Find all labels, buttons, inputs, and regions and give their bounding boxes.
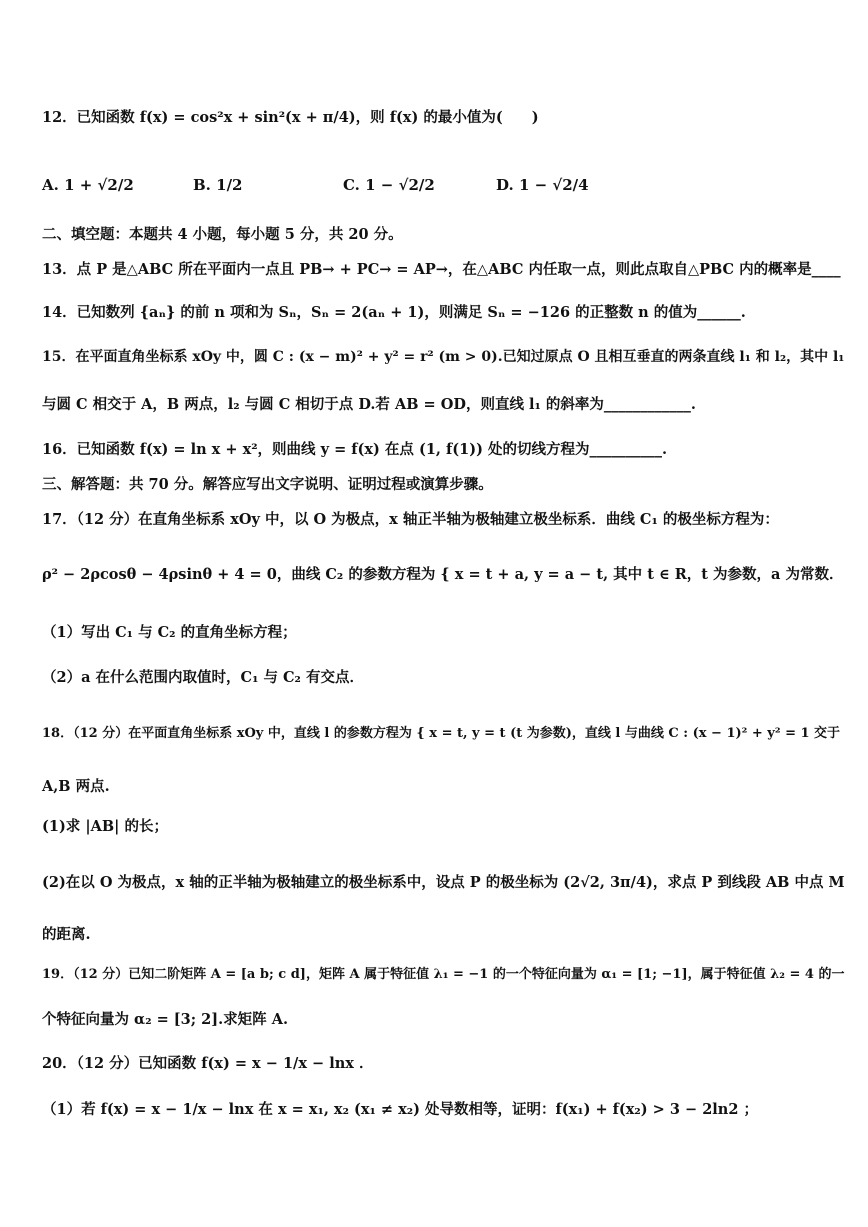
q12-option-b	[193, 176, 243, 194]
option-letter: B.	[193, 176, 211, 194]
q20-part-1: （1）若 f(x) = x − 1/x − lnx 在 x = x₁, x₂ (x₁ ≠ x₂) 处导数相等，证明：f(x₁) + f(x₂) > 3 − 2ln2 ；	[42, 1101, 758, 1118]
q12-option-d	[496, 176, 589, 194]
option-letter: D.	[496, 176, 514, 194]
q12-option-a	[42, 176, 134, 194]
section-heading-fill-in: 二、填空题：本题共 4 小题，每小题 5 分，共 20 分。	[42, 226, 403, 243]
question-14: 14．已知数列 {aₙ} 的前 n 项和为 Sₙ，Sₙ = 2(aₙ + 1)，则满足 Sₙ = −126 的正整数 n 的值为______.	[42, 304, 746, 321]
q17-part-1: （1）写出 C₁ 与 C₂ 的直角坐标方程；	[42, 624, 297, 641]
q12-stem: 12．已知函数 f(x) = cos²x + sin²(x + π/4)，则 f(x) 的最小值为( )	[42, 109, 539, 126]
section-heading-solution: 三、解答题：共 70 分。解答应写出文字说明、证明过程或演算步骤。	[42, 476, 493, 493]
question-15-line-1: 15．在平面直角坐标系 xOy 中，圆 C : (x − m)² + y² = r² (m > 0).已知过原点 O 且相互垂直的两条直线 l₁ 和 l₂，其中 l₁	[42, 349, 845, 365]
option-value: 1 − √2/4	[518, 176, 589, 194]
q17-part-2: （2）a 在什么范围内取值时，C₁ 与 C₂ 有交点．	[42, 669, 364, 686]
q18-part-2-line-1: (2)在以 O 为极点，x 轴的正半轴为极轴建立的极坐标系中，设点 P 的极坐标为 (2√2, 3π/4)，求点 P 到线段 AB 中点 M	[42, 874, 845, 891]
q18-stem-line-2: A,B 两点.	[42, 778, 110, 795]
q19-stem-line-1: 19．（12 分）已知二阶矩阵 A = [a b; c d]，矩阵 A 属于特征值 λ₁ = −1 的一个特征向量为 α₁ = [1; −1]，属于特征值 λ₂ = 4 的一	[42, 967, 845, 982]
q19-stem-line-2: 个特征向量为 α₂ = [3; 2].求矩阵 A.	[42, 1011, 288, 1028]
option-value: 1 − √2/2	[365, 176, 435, 194]
question-15-line-2: 与圆 C 相交于 A，B 两点，l₂ 与圆 C 相切于点 D.若 AB = OD，则直线 l₁ 的斜率为____________.	[42, 396, 696, 413]
question-16: 16．已知函数 f(x) = ln x + x²，则曲线 y = f(x) 在点 (1, f(1)) 处的切线方程为__________.	[42, 441, 668, 458]
option-value: 1 + √2/2	[64, 176, 134, 194]
option-letter: A.	[42, 176, 59, 194]
option-letter: C.	[343, 176, 360, 194]
q12-option-c	[343, 176, 435, 194]
q18-stem-line-1: 18．（12 分）在平面直角坐标系 xOy 中，直线 l 的参数方程为 { x = t, y = t (t 为参数)，直线 l 与曲线 C : (x − 1)² + y² = 1 交于	[42, 726, 841, 741]
q17-stem-line-1: 17．（12 分）在直角坐标系 xOy 中，以 O 为极点，x 轴正半轴为极轴建立极坐标系．曲线 C₁ 的极坐标方程为：	[42, 511, 779, 528]
q20-stem: 20．（12 分）已知函数 f(x) = x − 1/x − lnx ．	[42, 1055, 374, 1072]
option-value: 1/2	[216, 176, 243, 194]
question-13: 13．点 P 是△ABC 所在平面内一点且 PB→ + PC→ = AP→，在△ABC 内任取一点，则此点取自△PBC 内的概率是____	[42, 261, 841, 278]
q18-part-1: (1)求 |AB| 的长；	[42, 818, 168, 835]
q17-stem-line-2: ρ² − 2ρcosθ − 4ρsinθ + 4 = 0，曲线 C₂ 的参数方程为 { x = t + a, y = a − t, 其中 t ∈ R，t 为参数，a 为常数．	[42, 566, 844, 583]
q18-part-2-line-2: 的距离.	[42, 926, 91, 943]
